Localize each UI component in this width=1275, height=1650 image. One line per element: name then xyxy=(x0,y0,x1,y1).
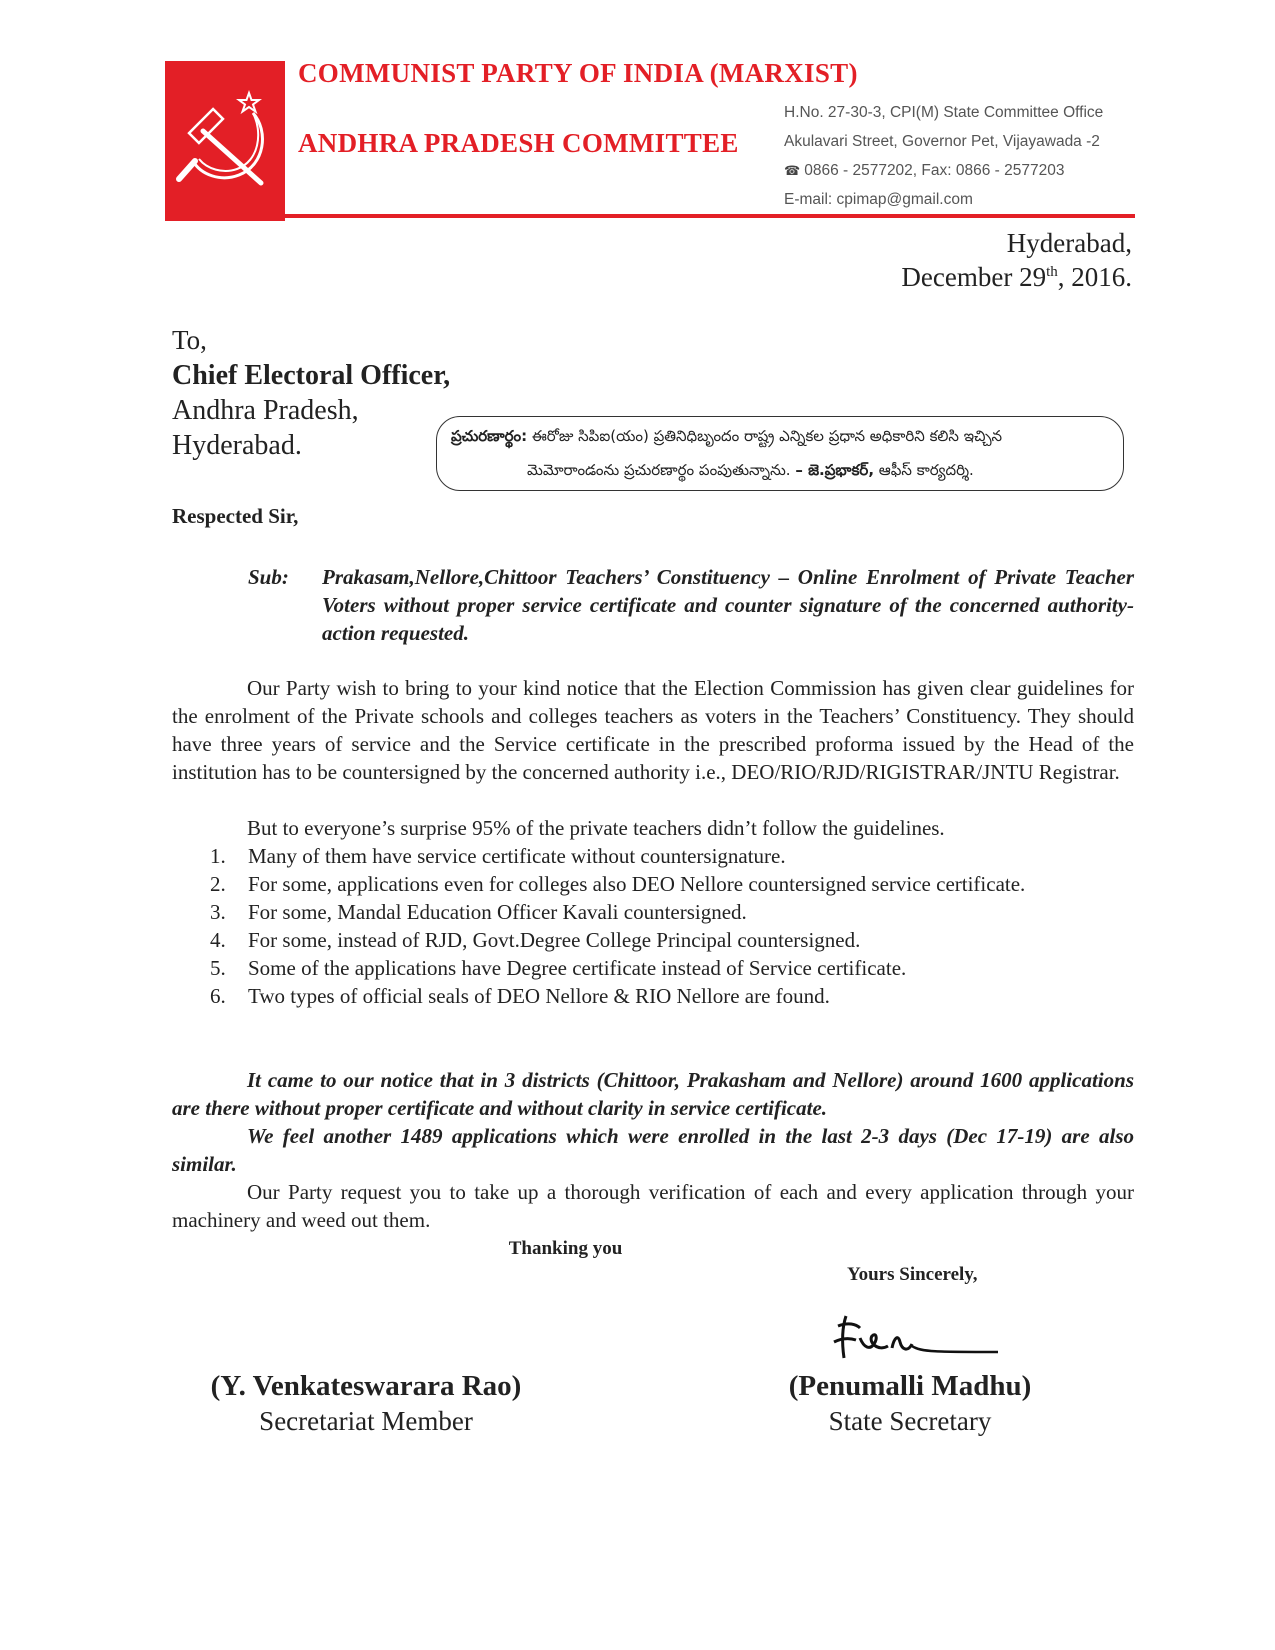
org-name: COMMUNIST PARTY OF INDIA (MARXIST) xyxy=(298,58,858,88)
thanking-line xyxy=(0,1238,1275,1260)
telugu-note-text-2: మెమోరాండంను ప్రచురణార్థం పంపుతున్నాను. xyxy=(527,461,796,479)
list-item-number: 6. xyxy=(210,984,226,1008)
list-item-text: Many of them have service certificate without countersignature. xyxy=(248,844,786,868)
issues-list xyxy=(172,842,1134,1010)
date-prefix: December 29 xyxy=(901,262,1047,292)
list-item xyxy=(172,926,1134,954)
address-line-2: Akulavari Street, Governor Pet, Vijayawada -2 xyxy=(784,133,1100,150)
body-paragraph-2: But to everyone’s surprise 95% of the private teachers didn’t follow the guidelines. xyxy=(247,816,945,840)
hammer-sickle-star-icon xyxy=(165,61,285,221)
telugu-note-label: ప్రచురణార్థం: xyxy=(451,427,528,445)
closing-line: Yours Sincerely, xyxy=(847,1264,978,1285)
signatory-right-role: State Secretary xyxy=(828,1406,992,1436)
list-item-text: For some, applications even for colleges also DEO Nellore countersigned service certificate. xyxy=(248,872,1026,896)
salutation: Respected Sir, xyxy=(172,504,299,528)
list-item xyxy=(172,982,1134,1010)
list-item-text: Some of the applications have Degree certificate instead of Service certificate. xyxy=(248,956,907,980)
body-paragraph-5: Our Party request you to take up a thorough verification of each and every application through your machinery and weed out them. xyxy=(172,1180,1134,1232)
list-item xyxy=(172,954,1134,982)
list-item xyxy=(172,842,1134,870)
address-line-1: H.No. 27-30-3, CPI(M) State Committee Office xyxy=(784,104,1104,121)
body-paragraph-1: Our Party wish to bring to your kind notice that the Election Commission has given clear guidelines for the enrolment of the Private schools and colleges teachers as voters in the Teachers’ Constituency. They should have three years of service and the Service certificate in the prescribed proforma issued by the Head of the institution has to be countersigned by the concerned authority i.e., DEO/RIO/RJD/RIGISTRAR/JNTU Registrar. xyxy=(172,676,1134,784)
list-item-number: 4. xyxy=(210,928,226,952)
list-item-text: For some, Mandal Education Officer Kavali countersigned. xyxy=(248,900,747,924)
telugu-note-signer: – జె.ప్రభాకర్, xyxy=(795,461,875,479)
list-item-text: Two types of official seals of DEO Nellore & RIO Nellore are found. xyxy=(248,984,830,1008)
party-logo xyxy=(165,61,285,221)
phone-fax-text: 0866 - 2577202, Fax: 0866 - 2577203 xyxy=(804,162,1065,179)
email-line: E-mail: cpimap@gmail.com xyxy=(784,191,973,208)
recipient-title: Chief Electoral Officer, xyxy=(172,360,451,391)
list-item-number: 1. xyxy=(210,844,226,868)
list-item-number: 2. xyxy=(210,872,226,896)
telugu-note-signer-role: ఆఫీస్ కార్యదర్శి. xyxy=(874,461,974,479)
subject-label: Sub: xyxy=(248,565,289,589)
letter-date xyxy=(901,262,1132,293)
header-divider xyxy=(165,214,1135,218)
telugu-note-text-1: ఈరోజు సిపిఐ(యం) ప్రతినిధిబృందం రాష్ట్ర ఎన్నికల ప్రధాన అధికారిని కలిసి ఇచ్చిన xyxy=(527,427,1003,445)
phone-icon: ☎ xyxy=(784,163,801,178)
committee-name: ANDHRA PRADESH COMMITTEE xyxy=(298,128,739,158)
signatory-left-role: Secretariat Member xyxy=(259,1406,473,1436)
list-item-text: For some, instead of RJD, Govt.Degree College Principal countersigned. xyxy=(248,928,861,952)
list-item-number: 5. xyxy=(210,956,226,980)
signatory-left-name: (Y. Venkateswarara Rao) xyxy=(210,1370,522,1402)
date-suffix: th xyxy=(1046,264,1058,280)
list-item xyxy=(172,870,1134,898)
letter-place: Hyderabad, xyxy=(1006,228,1132,258)
recipient-city: Hyderabad. xyxy=(172,430,302,461)
signatory-right-name: (Penumalli Madhu) xyxy=(788,1370,1032,1402)
telugu-note-line-2 xyxy=(527,461,974,483)
to-label: To, xyxy=(172,325,207,355)
list-item xyxy=(172,898,1134,926)
telugu-note-line-1 xyxy=(451,427,1002,449)
phone-fax-line xyxy=(784,162,1064,180)
handwritten-signature xyxy=(828,1308,1008,1369)
telugu-press-note xyxy=(436,416,1124,491)
body-paragraph-3: It came to our notice that in 3 districts (Chittoor, Prakasham and Nellore) around 1600 applications are there without proper certificate and without clarity in service certificate. xyxy=(172,1068,1134,1120)
recipient-state: Andhra Pradesh, xyxy=(172,395,359,426)
body-paragraph-4: We feel another 1489 applications which were enrolled in the last 2-3 days (Dec 17-19) are also similar. xyxy=(172,1124,1134,1176)
thanking-text: Thanking you xyxy=(508,1238,623,1259)
subject-text: Prakasam,Nellore,Chittoor Teachers’ Constituency – Online Enrolment of Private Teacher Voters without proper service certificate and counter signature of the concerned authority- action requested. xyxy=(322,565,1134,645)
list-item-number: 3. xyxy=(210,900,226,924)
date-rest: , 2016. xyxy=(1057,262,1132,292)
